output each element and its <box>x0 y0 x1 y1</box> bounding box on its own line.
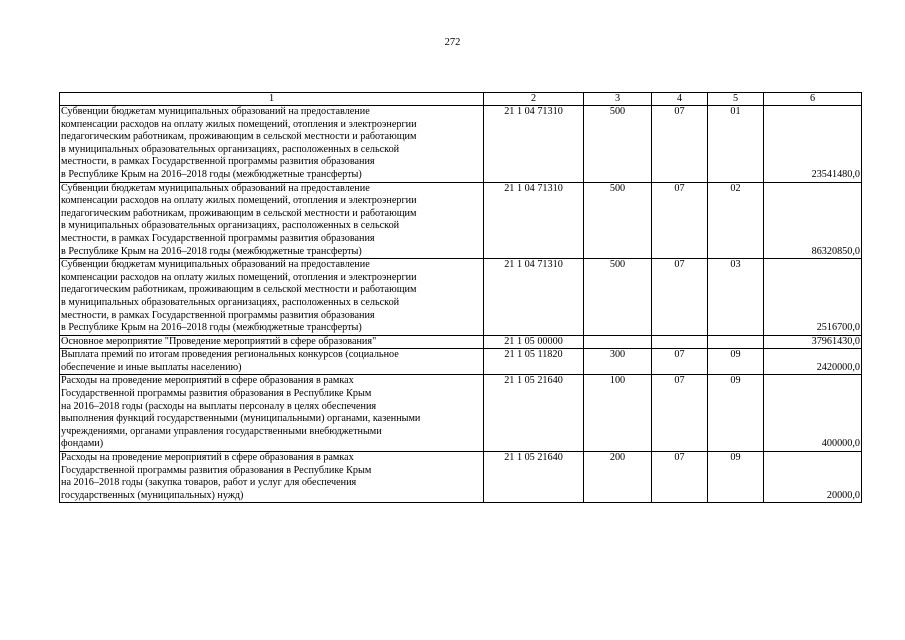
row-code-cell: 21 1 05 11820 <box>484 349 584 375</box>
table-header-row <box>60 93 862 106</box>
row-name-cell: Субвенции бюджетам муниципальных образований на предоставление компенсации расходов на оплату жилых помещений, отопления и электроэнергии педагогическим работникам, проживающим в сельской местности и работающим в муниципальных образовательных организациях, расположенных в сельской местности, в рамках Государственной программы развития образования в Республике Крым на 2016–2018 годы (межбюджетные трансферты) <box>60 259 484 336</box>
row-subsection-cell <box>708 335 764 349</box>
row-sum-cell: 20000,0 <box>764 452 862 503</box>
row-code-cell: 21 1 04 71310 <box>484 106 584 183</box>
row-sum-cell: 37961430,0 <box>764 335 862 349</box>
row-code-cell: 21 1 05 21640 <box>484 375 584 452</box>
table-row <box>60 106 862 183</box>
table-body <box>60 93 862 503</box>
header-cell-2: 2 <box>484 93 584 106</box>
header-cell-3: 3 <box>584 93 652 106</box>
row-section-cell: 07 <box>652 259 708 336</box>
row-name-cell: Выплата премий по итогам проведения региональных конкурсов (социальное обеспечение и иные выплаты населению) <box>60 349 484 375</box>
row-expense-type-cell <box>584 335 652 349</box>
row-section-cell: 07 <box>652 106 708 183</box>
row-code-cell: 21 1 05 21640 <box>484 452 584 503</box>
row-code-cell: 21 1 04 71310 <box>484 259 584 336</box>
row-expense-type-cell: 300 <box>584 349 652 375</box>
row-sum-cell: 23541480,0 <box>764 106 862 183</box>
row-code-cell: 21 1 04 71310 <box>484 182 584 259</box>
row-subsection-cell: 09 <box>708 375 764 452</box>
row-subsection-cell: 09 <box>708 349 764 375</box>
header-cell-6: 6 <box>764 93 862 106</box>
row-expense-type-cell: 500 <box>584 106 652 183</box>
budget-table <box>59 92 862 503</box>
table-row <box>60 349 862 375</box>
row-name-cell: Расходы на проведение мероприятий в сфере образования в рамках Государственной программы развития образования в Республике Крым на 2016–2018 годы (закупка товаров, работ и услуг для обеспечения государственных (муниципальных) нужд) <box>60 452 484 503</box>
row-sum-cell: 2516700,0 <box>764 259 862 336</box>
row-subsection-cell: 01 <box>708 106 764 183</box>
row-expense-type-cell: 100 <box>584 375 652 452</box>
table-row <box>60 259 862 336</box>
row-section-cell: 07 <box>652 182 708 259</box>
row-name-cell: Основное мероприятие "Проведение мероприятий в сфере образования" <box>60 335 484 349</box>
row-name-cell: Субвенции бюджетам муниципальных образований на предоставление компенсации расходов на оплату жилых помещений, отопления и электроэнергии педагогическим работникам, проживающим в сельской местности и работающим в муниципальных образовательных организациях, расположенных в сельской местности, в рамках Государственной программы развития образования в Республике Крым на 2016–2018 годы (межбюджетные трансферты) <box>60 182 484 259</box>
row-sum-cell: 2420000,0 <box>764 349 862 375</box>
page-number: 272 <box>444 37 461 48</box>
header-cell-1: 1 <box>60 93 484 106</box>
row-section-cell: 07 <box>652 349 708 375</box>
row-subsection-cell: 09 <box>708 452 764 503</box>
row-expense-type-cell: 500 <box>584 182 652 259</box>
row-sum-cell: 86320850,0 <box>764 182 862 259</box>
table-row <box>60 335 862 349</box>
row-expense-type-cell: 200 <box>584 452 652 503</box>
row-sum-cell: 400000,0 <box>764 375 862 452</box>
row-section-cell: 07 <box>652 452 708 503</box>
header-cell-4: 4 <box>652 93 708 106</box>
row-subsection-cell: 02 <box>708 182 764 259</box>
table-row <box>60 375 862 452</box>
row-subsection-cell: 03 <box>708 259 764 336</box>
table-row <box>60 182 862 259</box>
row-code-cell: 21 1 05 00000 <box>484 335 584 349</box>
row-section-cell: 07 <box>652 375 708 452</box>
row-name-cell: Субвенции бюджетам муниципальных образований на предоставление компенсации расходов на оплату жилых помещений, отопления и электроэнергии педагогическим работникам, проживающим в сельской местности и работающим в муниципальных образовательных организациях, расположенных в сельской местности, в рамках Государственной программы развития образования в Республике Крым на 2016–2018 годы (межбюджетные трансферты) <box>60 106 484 183</box>
row-expense-type-cell: 500 <box>584 259 652 336</box>
table-row <box>60 452 862 503</box>
header-cell-5: 5 <box>708 93 764 106</box>
row-name-cell: Расходы на проведение мероприятий в сфере образования в рамках Государственной программы развития образования в Республике Крым на 2016–2018 годы (расходы на выплаты персоналу в целях обеспечения выполнения функций государственными (муниципальными) органами, казенными учреждениями, органами управления государственными внебюджетными фондами) <box>60 375 484 452</box>
row-section-cell <box>652 335 708 349</box>
